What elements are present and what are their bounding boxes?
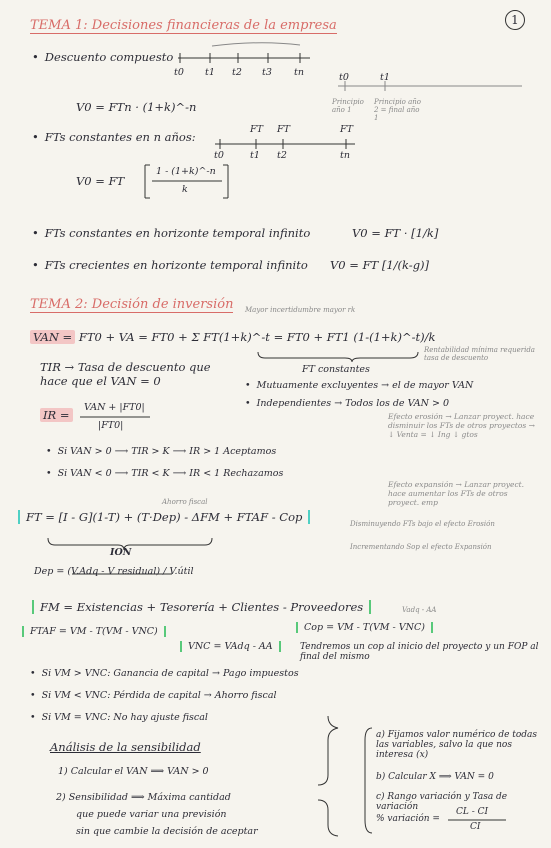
timeline2-tn: tn — [340, 150, 350, 161]
note-mayor-incertidumbre: Mayor incertidumbre mayor rk — [245, 306, 356, 314]
si-van-negativo: • Si VAN < 0 ⟶ TIR < K ⟶ IR < 1 Rechazamos — [46, 468, 283, 479]
fm-formula: FM = Existencias + Tesorería + Clientes - Proveedores — [32, 600, 371, 614]
analisis-paso2c: sin que cambie la decisión de aceptar — [76, 826, 258, 837]
tema2-title: TEMA 2: Decisión de inversión — [30, 297, 234, 312]
ftaf-formula: FTAF = VM - T(VM - VNC) — [22, 626, 166, 637]
timeline2-ft3: FT — [340, 124, 353, 135]
tir-definition: TIR → Tasa de descuento que hace que el VAN = 0 — [40, 360, 211, 388]
side-timeline-t0: t0 — [339, 72, 349, 83]
timeline1-t2: t2 — [232, 67, 242, 78]
infinito-crecientes-label: • FTs crecientes en horizonte temporal infinito — [32, 258, 308, 272]
descuento-compuesto-label: • Descuento compuesto — [32, 50, 173, 64]
efecto-expansion-note: Efecto expansión → Lanzar proyect. hace aumentar los FTs de otros proyect. emp — [388, 480, 525, 507]
infinito-constantes-label: • FTs constantes en horizonte temporal infinito — [32, 226, 310, 240]
variacion-denominator: CI — [470, 822, 481, 832]
ir-numerator: VAN + |FT0| — [84, 402, 145, 413]
ahorro-fiscal-note: Ahorro fiscal — [162, 498, 208, 506]
timeline2-t2: t2 — [277, 150, 287, 161]
infinito-constantes-formula: V0 = FT · [1/k] — [352, 226, 439, 240]
van-label: VAN = — [30, 330, 75, 344]
analisis-b-calcular: b) Calcular X ⟹ VAN = 0 — [376, 772, 494, 782]
mutuamente-excluyentes: • Mutuamente excluyentes → el de mayor VAN — [245, 380, 473, 391]
page-number-badge: 1 — [505, 10, 525, 30]
ft-constantes-label: • FTs constantes en n años: — [32, 130, 196, 144]
side-timeline-t1: t1 — [380, 72, 390, 83]
timeline2-ft1: FT — [250, 124, 263, 135]
analisis-c-rango: c) Rango variación y Tasa de variación — [376, 792, 508, 812]
ion-label: ION — [110, 547, 132, 558]
v0-annuity-left: V0 = FT — [76, 174, 125, 188]
timeline1-tn: tn — [294, 67, 304, 78]
dep-formula: Dep = (V.Adq - V residual) / V.útil — [34, 566, 194, 577]
timeline1-t1: t1 — [205, 67, 215, 78]
timeline2-t0: t0 — [214, 150, 224, 161]
analisis-a-fijamos: a) Fijamos valor numérico de todas las variables, salvo la que nos interesa (x) — [376, 730, 538, 760]
variacion-numerator: CL - CI — [456, 807, 489, 817]
ft-constantes-note: FT constantes — [302, 364, 370, 375]
vnc-formula: VNC = VAdq - AA — [180, 641, 281, 652]
v0-formula: V0 = FTn · (1+k)^-n — [76, 100, 197, 114]
ft-formula: FT = [I - G](1-T) + (T·Dep) - ΔFM + FTAF - Cop — [18, 510, 310, 524]
ir-label: IR = — [40, 408, 73, 422]
timeline2-ft2: FT — [277, 124, 290, 135]
timeline1-t0: t0 — [174, 67, 184, 78]
infinito-crecientes-formula: V0 = FT [1/(k-g)] — [330, 258, 430, 272]
si-vm-igual: • Si VM = VNC: No hay ajuste fiscal — [30, 712, 208, 723]
tendremos-note: Tendremos un cop al inicio del proyecto y un FOP al final del mismo — [300, 642, 539, 662]
ir-denominator: |FT0| — [98, 420, 124, 431]
variacion-label: % variación = — [376, 814, 440, 824]
note-rentabilidad: Rentabilidad mínima requerida tasa de descuento — [424, 346, 535, 362]
analisis-paso2b: que puede variar una previsión — [76, 809, 227, 820]
vadq-aa-note: Vadq - AA — [402, 606, 437, 614]
si-van-positivo: • Si VAN > 0 ⟶ TIR > K ⟶ IR > 1 Aceptamos — [46, 446, 276, 457]
side-note-principio2: Principio año 2 = final año 1 — [374, 98, 422, 122]
disminuyendo-note: Disminuyendo FTs bajo el efecto Erosión — [350, 520, 495, 528]
v0-annuity-denominator: k — [182, 184, 188, 195]
analisis-title: Análisis de la sensibilidad — [50, 740, 201, 754]
tema1-title: TEMA 1: Decisiones financieras de la empresa — [30, 18, 337, 33]
independientes: • Independientes → Todos los de VAN > 0 — [245, 398, 449, 409]
timeline2-t1: t1 — [250, 150, 260, 161]
timeline1-t3: t3 — [262, 67, 272, 78]
si-vm-menor: • Si VM < VNC: Pérdida de capital → Ahorro fiscal — [30, 690, 277, 701]
analisis-paso1: 1) Calcular el VAN ⟹ VAN > 0 — [58, 766, 209, 777]
van-row — [30, 330, 435, 344]
van-formula: FT0 + VA = FT0 + Σ FT(1+k)^-t = FT0 + FT1 (1-(1+k)^-t)/k — [78, 330, 436, 344]
efecto-erosion-note: Efecto erosión → Lanzar proyect. hace disminuir los FTs de otros proyectos → ↓ Venta = ↓ Ing ↓ gtos — [388, 412, 535, 439]
side-note-principio1: Principio año 1 — [332, 98, 364, 114]
analisis-paso2a: 2) Sensibilidad ⟹ Máxima cantidad — [56, 792, 231, 803]
cop-formula: Cop = VM - T(VM - VNC) — [296, 622, 433, 633]
incrementando-note: Incrementando Sop el efecto Expansión — [350, 543, 492, 551]
si-vm-mayor: • Si VM > VNC: Ganancia de capital → Pago impuestos — [30, 668, 299, 679]
v0-annuity-numerator: 1 - (1+k)^-n — [156, 166, 216, 177]
